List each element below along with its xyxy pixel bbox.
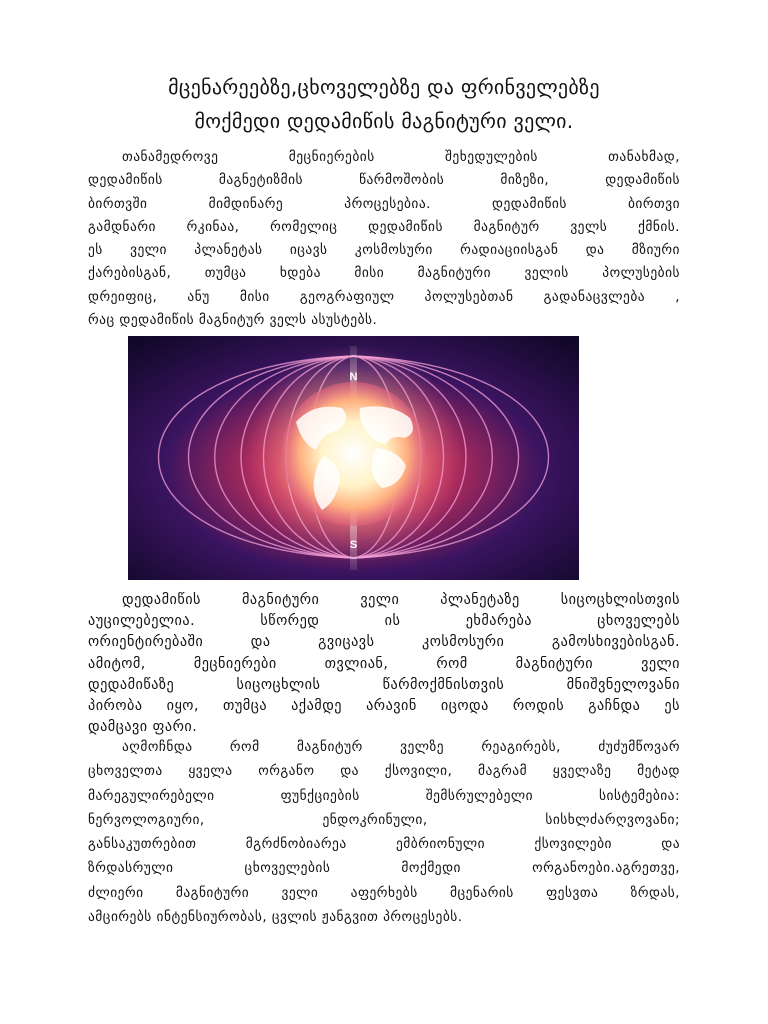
paragraph-3-line: ამცირებს ინტენსიურობას, ცვლის ჟანგვით პროცესებს. <box>88 910 463 926</box>
paragraph-1-line: ეს ველი პლანეტას იცავს კოსმოსური რადიაციისგან და მზიური <box>88 243 680 259</box>
paragraph-3-line: ძლიერი მაგნიტური ველი აფერხებს მცენარის ფესვთა ზრდას, <box>88 885 680 901</box>
paragraph-2-line: აუცილებელია. სწორედ ის ეხმარება ცხოველებს <box>88 613 680 630</box>
paragraph-2-line: დედამიწის მაგნიტური ველი პლანეტაზე სიცოცხლისთვის <box>122 592 680 608</box>
earth-magnetic-field-image <box>128 336 579 580</box>
paragraph-1-line: რაც დედამიწის მაგნიტურ ველს ასუსტებს. <box>88 313 378 329</box>
paragraph-3-line: მარეგულირებელი ფუნქციების შემსრულებელი სისტემებია: <box>88 788 680 804</box>
paragraph-1 <box>88 146 680 332</box>
paragraph-1-line: ქარებისგან, თუმცა ხდება მისი მაგნიტური ველის პოლუსების <box>88 266 680 282</box>
title-line-2: მოქმედი დედამიწის მაგნიტური ველი. <box>194 109 574 133</box>
title-line-1: მცენარეებზე,ცხოველებზე და ფრინველებზე <box>168 75 600 99</box>
paragraph-1-line: თანამედროვე მეცნიერების შეხედულების თანახმად, <box>122 150 680 165</box>
paragraph-3-line: აღმოჩნდა რომ მაგნიტურ ველზე რეაგირებს, ძუძუმწოვარ <box>122 740 680 755</box>
paragraph-3-line: ცხოველთა ყველა ორგანო და ქსოვილი, მაგრამ ყველაზე მეტად <box>88 764 680 780</box>
paragraph-1-line: დრეიფიც, ანუ მისი გეოგრაფიულ პოლუსებთან გადანაცვლება , <box>88 289 680 305</box>
paragraph-3-line: ნერვოლოგიური, ენდოკრინული, სისხლძარღვოვანი; <box>88 812 680 828</box>
south-pole-label: S <box>349 539 358 551</box>
paragraph-1-line: ბირთვში მიმდინარე პროცესებია. დედამიწის ბირთვი <box>88 196 680 212</box>
paragraph-2-line: პირობა იყო, თუმცა აქამდე არავინ იცოდა როდის გაჩნდა ეს <box>88 698 680 715</box>
paragraph-2-line: დამცავი ფარი. <box>88 719 198 736</box>
paragraph-1-line: დედამიწის მაგნეტიზმის წარმოშობის მიზეზი, დედამიწის <box>88 173 680 189</box>
paragraph-3-line: ზრდასრული ცხოველების მოქმედი ორგანოები.აგრეთვე, <box>88 861 680 877</box>
north-pole-label: N <box>349 371 358 383</box>
paragraph-1-line: გამდნარი რკინაა, რომელიც დედამიწის მაგნიტურ ველს ქმნის. <box>88 219 680 235</box>
paragraph-2-line: ამიტომ, მეცნიერები თვლიან, რომ მაგნიტური ველი <box>88 655 680 672</box>
paragraph-2 <box>88 590 680 738</box>
paragraph-2-line: დედამიწაზე სიცოცხლის წარმოქმნისთვის მნიშვნელოვანი <box>88 676 680 693</box>
paragraph-2-line: ორიენტირებაში და გვიცავს კოსმოსური გამოსხივებისგან. <box>88 634 680 651</box>
paragraph-3 <box>88 736 680 930</box>
paragraph-3-line: განსაკუთრებით მგრძნობიარეა ემბრიონული ქსოვილები და <box>88 837 680 853</box>
